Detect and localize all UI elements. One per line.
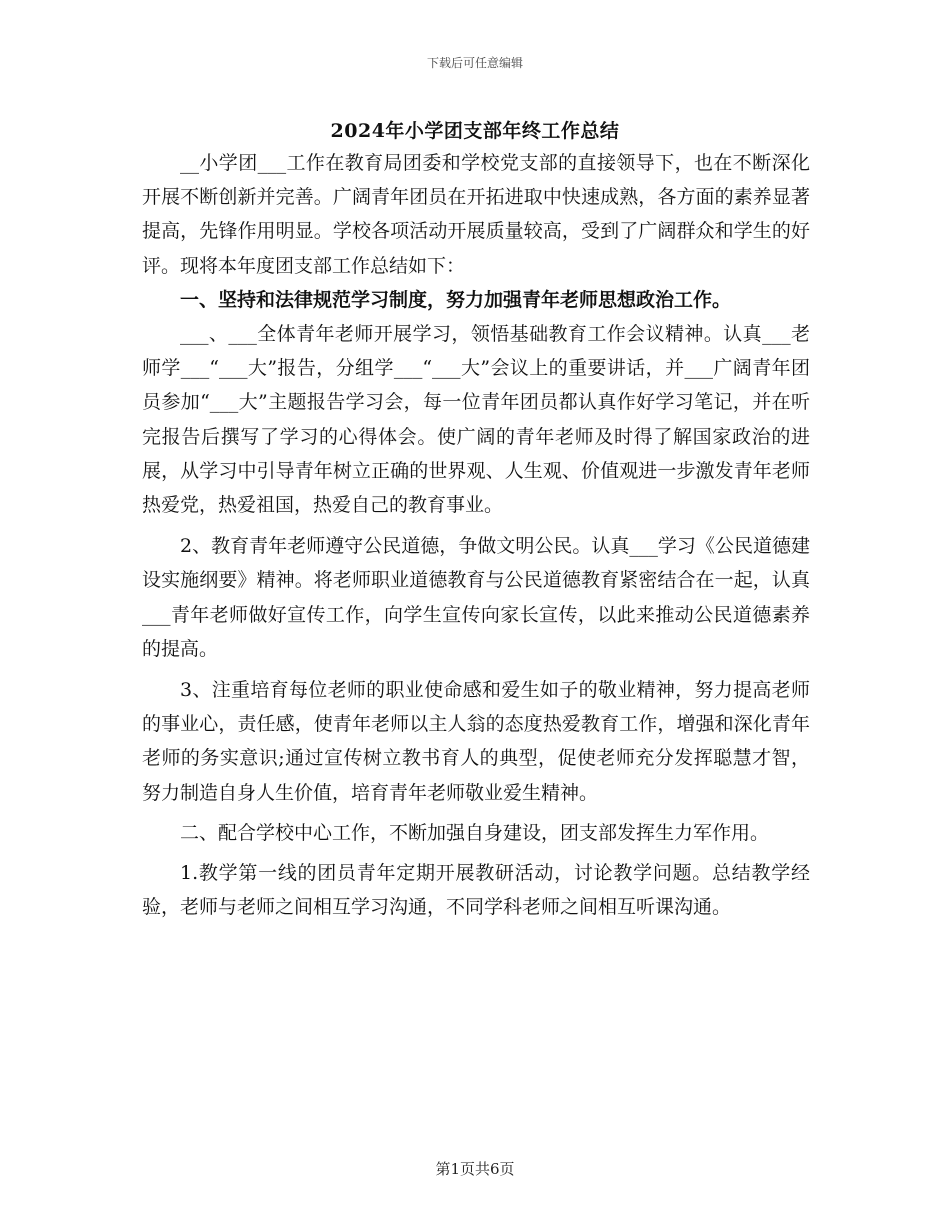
document-body — [142, 146, 810, 924]
paragraph-intro: __小学团___工作在教育局团委和学校党支部的直接领导下，也在不断深化开展不断创新并完善。广阔青年团员在开拓进取中快速成熟，各方面的素养显著提高，先锋作用明显。学校各项活动开展质量较高，受到了广阔群众和学生的好评。现将本年度团支部工作总结如下： — [142, 152, 810, 277]
header-note: 下载后可任意编辑 — [426, 56, 523, 70]
page-number: 第1页共6页 — [435, 1160, 515, 1178]
section-heading-1: 一、坚持和法律规范学习制度，努力加强青年老师思想政治工作。 — [180, 288, 732, 311]
paragraph-mission: 3、注重培育每位老师的职业使命感和爱生如子的敬业精神，努力提高老师的事业心，责任感，使青年老师以主人翁的态度热爱教育工作，增强和深化青年老师的务实意识;通过宣传树立教书育人的典型，促使老师充分发挥聪慧才智，努力制造自身人生价值，培育青年老师敬业爱生精神。 — [142, 679, 810, 804]
section-heading-2: 二、配合学校中心工作，不断加强自身建设，团支部发挥生力军作用。 — [180, 821, 770, 844]
paragraph-teaching: 1.教学第一线的团员青年定期开展教研活动，讨论教学问题。总结教学经验，老师与老师之间相互学习沟通，不同学科老师之间相互听课沟通。 — [142, 862, 810, 919]
paragraph-study: ___、___全体青年老师开展学习，领悟基础教育工作会议精神。认真___老师学___“___大”报告，分组学___“___大”会议上的重要讲话，并___广阔青年团员参加“___大”主题报告学习会，每一位青年团员都认真作好学习笔记，并在听完报告后撰写了学习的心得体会。使广阔的青年老师及时得了解国家政治的进展，从学习中引导青年树立正确的世界观、人生观、价值观进一步激发青年老师热爱党，热爱祖国，热爱自己的教育事业。 — [142, 323, 810, 517]
document-title: 2024年小学团支部年终工作总结 — [330, 120, 620, 142]
paragraph-morality: 2、教育青年老师遵守公民道德，争做文明公民。认真___学习《公民道德建设实施纲要》精神。将老师职业道德教育与公民道德教育紧密结合在一起，认真___青年老师做好宣传工作，向学生宣传向家长宣传，以此来推动公民道德素养的提高。 — [142, 535, 810, 660]
